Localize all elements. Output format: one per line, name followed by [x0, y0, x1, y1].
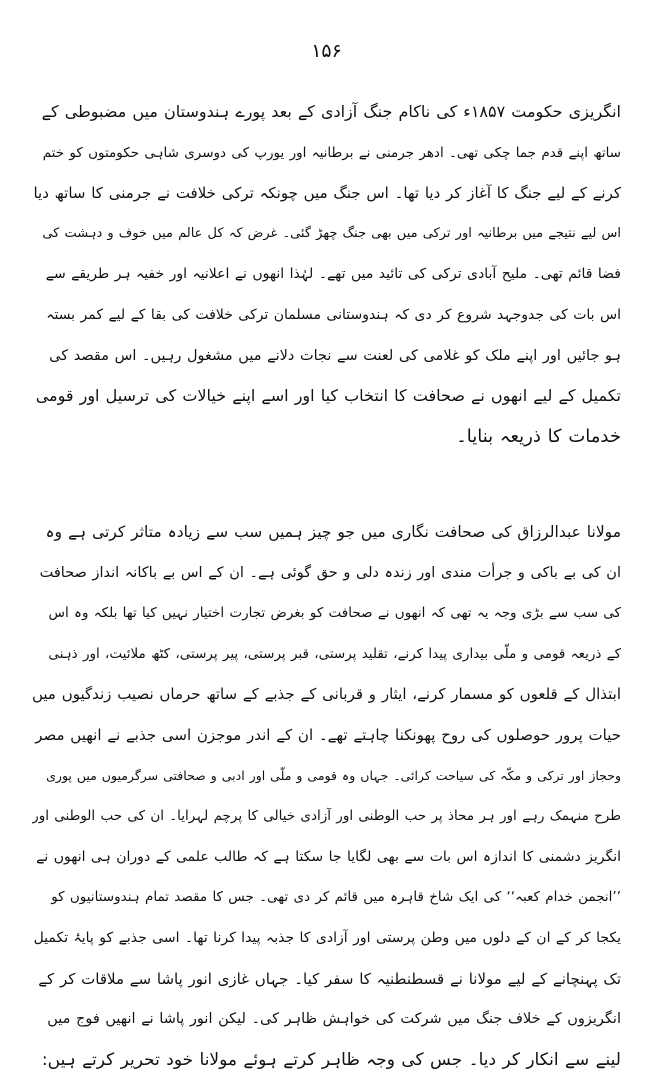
text-line: خدمات کا ذریعہ بنایا۔ [456, 425, 621, 447]
text-line: انگریزی حکومت ۱۸۵۷ء کی ناکام جنگ آزادی کے بعد پورے ہندوستان میں مضبوطی کے [41, 102, 621, 121]
text-line: انگریزوں کے خلاف جنگ میں شرکت کی خواہش ظاہر کی۔ لیکن انور پاشا نے انھیں فوج میں [47, 1011, 621, 1028]
page-number: ۱۵۶ [311, 40, 342, 62]
text-line: کرنے کے لیے جنگ کا آغاز کر دیا تھا۔ اس جنگ میں چونکہ ترکی خلافت نے جرمنی کا ساتھ دیا [33, 184, 621, 203]
text-line: ان کی بے باکی و جرأت مندی اور زندہ دلی و حق گوئی ہے۔ ان کے اس بے باکانہ انداز صحافت [39, 564, 621, 581]
text-line: ساتھ اپنے قدم جما چکی تھی۔ ادھر جرمنی نے برطانیہ اور یورپ کی دوسری شاہی حکومتوں کو ختم [42, 144, 621, 161]
text-line: اس لیے نتیجے میں برطانیہ اور ترکی میں بھی جنگ چھڑ گئی۔ غرض کہ کل عالم میں خوف و دہشت کی [42, 225, 621, 241]
text-line: فضا قائم تھی۔ ملیح آبادی ترکی کی تائید میں تھے۔ لہٰذا انھوں نے اعلانیہ اور خفیہ ہر طریقے سے [45, 266, 621, 283]
text-line: حیات پرور حوصلوں کی روح پھونکنا چاہتے تھے۔ ان کے اندر موجزن اسی جذبے نے انھیں مصر [35, 725, 621, 744]
paragraph-1 [32, 92, 621, 457]
text-line: کے ذریعہ قومی و ملّی بیداری پیدا کرنے، تقلید پرستی، قبر پرستی، پیر پرستی، کٹھ ملائیت، اور ذہنی [48, 645, 621, 662]
text-line: اس بات کی جدوجہد شروع کر دی کہ ہندوستانی مسلمان ترکی خلافت کی بقا کے لیے کمر بستہ [46, 306, 621, 323]
text-line: تکمیل کے لیے انھوں نے صحافت کا انتخاب کیا اور اسے اپنے خیالات کی ترسیل اور قومی [35, 386, 621, 406]
text-line: طرح منہمک رہے اور ہر محاذ پر حب الوطنی اور آزادی خیالی کا پرچم لہرایا۔ ان کی حب الوطنی اور [32, 808, 621, 825]
text-line: تک پہنچانے کے لیے مولانا نے قسطنطنیہ کا سفر کیا۔ جہاں غازی انور پاشا سے ملاقات کر کے [38, 969, 621, 988]
text-line: یکجا کر کے ان کے دلوں میں وطن پرستی اور آزادی کا جذبہ پیدا کرنا تھا۔ اسی جذبے کو پایۂ تکمیل [33, 929, 621, 946]
text-line: لینے سے انکار کر دیا۔ جس کی وجہ ظاہر کرتے ہوئے مولانا خود تحریر کرتے ہیں: [41, 1049, 621, 1070]
text-line: ’’انجمن خدام کعبہ‘‘ کی ایک شاخ قاہرہ میں قائم کر دی تھی۔ جس کا مقصد تمام ہندوستانیوں کو [51, 889, 621, 906]
text-line: وحجاز اور ترکی و مکّہ کی سیاحت کرائی۔ جہاں وہ قومی و ملّی اور ادبی و صحافتی سرگرمیوں میں پوری [46, 767, 621, 783]
text-line: ہو جائیں اور اپنے ملک کو غلامی کی لعنت سے نجات دلانے میں مشغول رہیں۔ اس مقصد کی [49, 347, 621, 364]
text-line: ابتذال کے قلعوں کو مسمار کرنے، ایثار و قربانی کے جذبے کے ساتھ حرماں نصیب زندگیوں میں [32, 685, 621, 704]
text-line: کی سب سے بڑی وجہ یہ تھی کہ انھوں نے صحافت کو بغرض تجارت اختیار نہیں کیا تھا بلکہ وہ اس [48, 605, 621, 622]
text-line: مولانا عبدالرزاق کی صحافت نگاری میں جو چیز ہمیں سب سے زیادہ متاثر کرتی ہے وہ [45, 523, 621, 541]
paragraph-2 [32, 512, 621, 1080]
text-line: انگریز دشمنی کا اندازہ اس بات سے بھی لگایا جا سکتا ہے کہ طالب علمی کے دوران ہی انھوں نے [36, 848, 621, 865]
